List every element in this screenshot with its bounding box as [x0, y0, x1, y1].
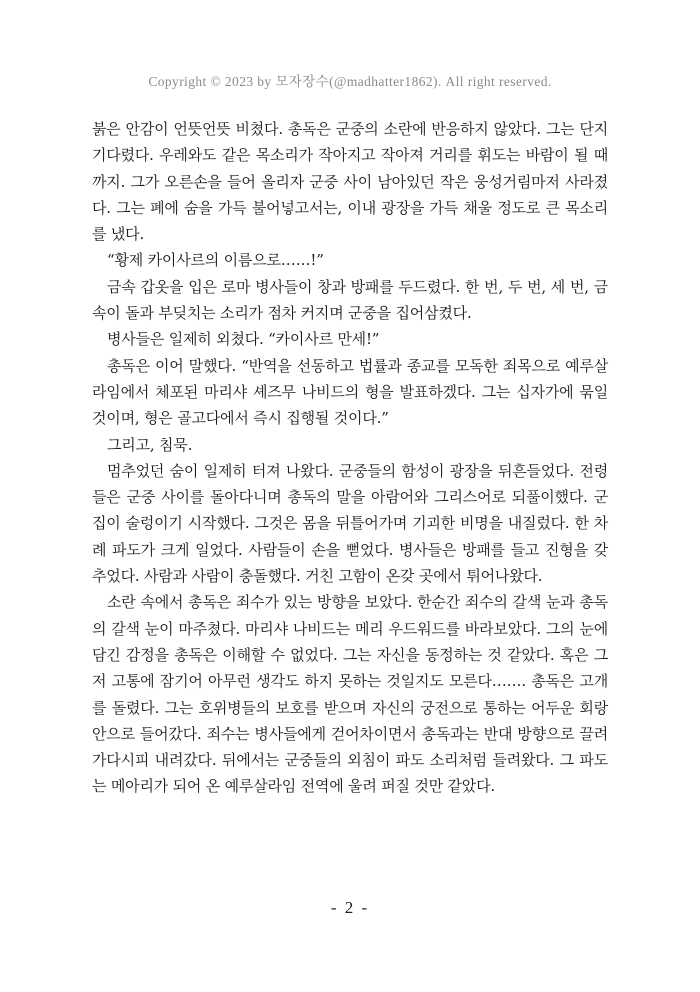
paragraph: 붉은 안감이 언뜻언뜻 비쳤다. 총독은 군중의 소란에 반응하지 않았다. 그는 단지 기다렸다. 우레와도 같은 목소리가 작아지고 작아져 거리를 휘도는 바람이 될 때까지. 그가 오른손을 들어 올리자 군중 사이 남아있던 작은 웅성거림마저 사라졌다. 그는 폐에 숨을 가득 불어넣고서는, 이내 광장을 가득 채울 정도로 큰 목소리를 냈다. — [92, 120, 608, 244]
paragraph: 그리고, 침묵. — [107, 435, 193, 454]
page-number: - 2 - — [330, 898, 370, 917]
body-text — [92, 116, 608, 800]
copyright-notice: Copyright © 2023 by 모자장수(@madhatter1862). All right reserved. — [148, 74, 552, 89]
paragraph: 금속 갑옷을 입은 로마 병사들이 창과 방패를 두드렸다. 한 번, 두 번, 세 번, 금속이 돌과 부딪치는 소리가 점차 커지며 군중을 집어삼켰다. — [92, 277, 608, 323]
paragraph: 총독은 이어 말했다. “반역을 선동하고 법률과 종교를 모독한 죄목으로 예루살라임에서 체포된 마리샤 셰즈무 나비드의 형을 발표하겠다. 그는 십자가에 묶일 것이며, 형은 골고다에서 즉시 집행될 것이다.” — [92, 356, 608, 428]
paragraph: 소란 속에서 총독은 죄수가 있는 방향을 보았다. 한순간 죄수의 갈색 눈과 총독의 갈색 눈이 마주쳤다. 마리샤 나비드는 메리 우드워드를 바라보았다. 그의 눈에 담긴 감정을 총독은 이해할 수 없었다. 그는 자신을 동정하는 것 같았다. 혹은 그저 고통에 잠기어 아무런 생각도 하지 못하는 것일지도 모른다……. 총독은 고개를 돌렸다. 그는 호위병들의 보호를 받으며 자신의 궁전으로 통하는 어두운 회랑 안으로 들어갔다. 죄수는 병사들에게 걷어차이면서 총독과는 반대 방향으로 끌려가다시피 내려갔다. 뒤에서는 군중들의 외침이 파도 소리처럼 들려왔다. 그 파도는 메아리가 되어 온 예루살라임 전역에 울려 퍼질 것만 같았다. — [92, 593, 608, 796]
paragraph: “황제 카이사르의 이름으로……!” — [107, 251, 324, 270]
paragraph: 병사들은 일제히 외쳤다. “카이사르 만세!” — [107, 330, 380, 349]
paragraph: 멈추었던 숨이 일제히 터져 나왔다. 군중들의 함성이 광장을 뒤흔들었다. 전령들은 군중 사이를 돌아다니며 총독의 말을 아람어와 그리스어로 되풀이했다. 군집이 술렁이기 시작했다. 그것은 몸을 뒤틀어가며 기괴한 비명을 내질렀다. 한 차례 파도가 크게 일었다. 사람들이 손을 뻗었다. 병사들은 방패를 들고 진형을 갖추었다. 사람과 사람이 충돌했다. 거친 고함이 온갖 곳에서 튀어나왔다. — [92, 461, 608, 586]
